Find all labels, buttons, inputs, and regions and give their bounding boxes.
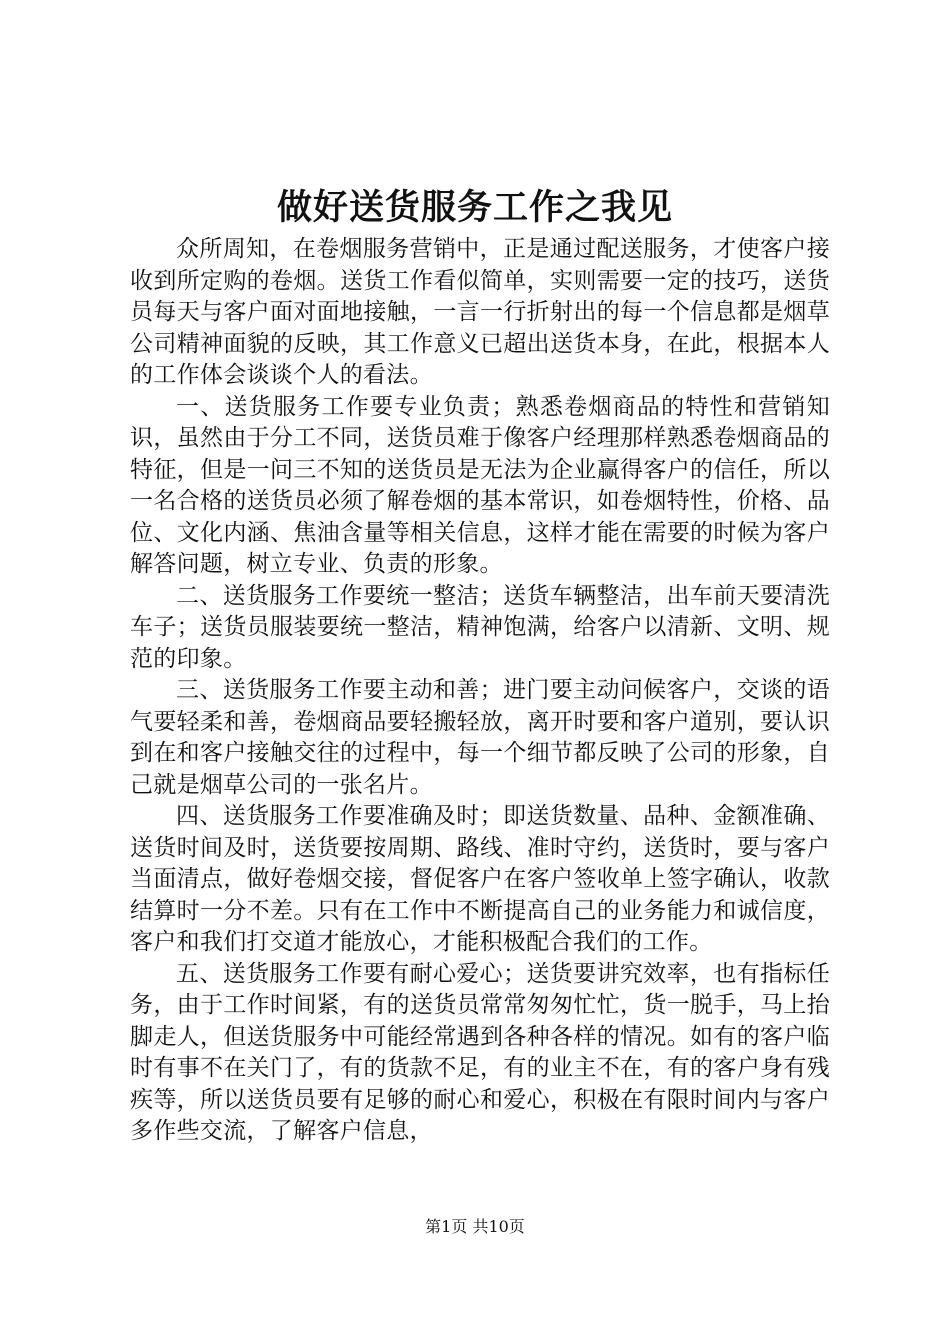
paragraph-intro: 众所周知，在卷烟服务营销中，正是通过配送服务，才使客户接收到所定购的卷烟。送货工作看似简单，实则需要一定的技巧，送货员每天与客户面对面地接触，一言一行折射出的每一个信息都是烟草公司精神面貌的反映，其工作意义已超出送货本身，在此，根据本人的工作体会谈谈个人的看法。 [130,236,830,388]
paragraph-section-3: 三、送货服务工作要主动和善；进门要主动问候客户，交谈的语气要轻柔和善，卷烟商品要轻搬轻放，离开时要和客户道别，要认识到在和客户接触交往的过程中，每一个细节都反映了公司的形象，自己就是烟草公司的一张名片。 [130,677,830,798]
paragraph-section-1: 一、送货服务工作要专业负责；熟悉卷烟商品的特性和营销知识，虽然由于分工不同，送货员难于像客户经理那样熟悉卷烟商品的特征，但是一问三不知的送货员是无法为企业赢得客户的信任，所以一名合格的送货员必须了解卷烟的基本常识，如卷烟特性，价格、品位、文化内涵、焦油含量等相关信息，这样才能在需要的时候为客户解答问题，树立专业、负责的形象。 [130,393,830,577]
paragraph-section-5: 五、送货服务工作要有耐心爱心；送货要讲究效率，也有指标任务，由于工作时间紧，有的送货员常常匆匆忙忙，货一脱手，马上抬脚走人，但送货服务中可能经常遇到各种各样的情况。如有的客户临时有事不在关门了，有的货款不足，有的业主不在，有的客户身有残疾等，所以送货员要有足够的耐心和爱心，积极在有限时间内与客户多作些交流，了解客户信息， [130,960,830,1144]
document-title: 做好送货服务工作之我见 [276,187,673,228]
document-body [130,234,830,1148]
paragraph-section-2: 二、送货服务工作要统一整洁；送货车辆整洁，出车前天要清洗车子；送货员服装要统一整洁，精神饱满，给客户以清新、文明、规范的印象。 [130,582,830,672]
page-number-footer: 第1页 共10页 [425,1217,525,1236]
paragraph-section-4: 四、送货服务工作要准确及时；即送货数量、品种、金额准确、送货时间及时，送货要按周期、路线、准时守约，送货时，要与客户当面清点，做好卷烟交接，督促客户在客户签收单上签字确认，收款结算时一分不差。只有在工作中不断提高自己的业务能力和诚信度，客户和我们打交道才能放心，才能积极配合我们的工作。 [130,803,830,955]
